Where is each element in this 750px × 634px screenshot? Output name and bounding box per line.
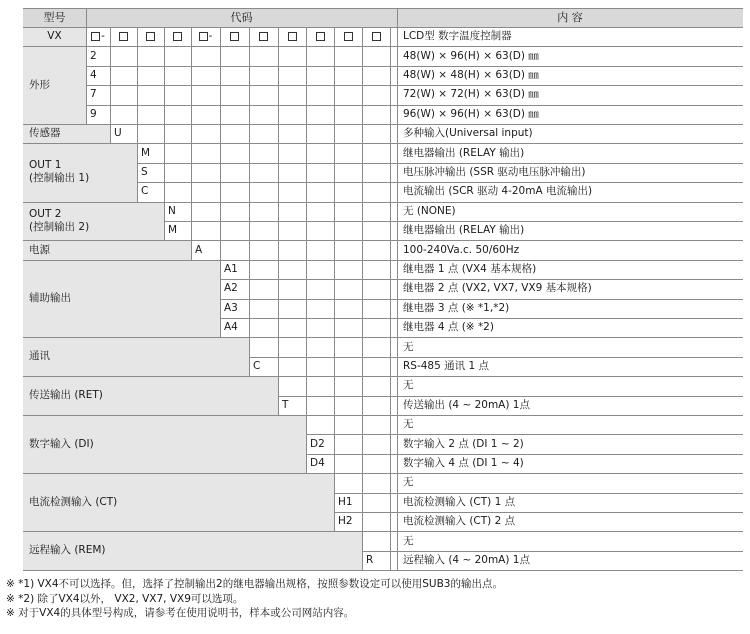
section-label-rem bbox=[23, 531, 362, 570]
code-box-cell bbox=[278, 27, 306, 46]
column-line bbox=[220, 143, 221, 201]
column-line bbox=[362, 337, 363, 376]
column-line bbox=[334, 202, 335, 241]
column-line bbox=[249, 337, 250, 376]
column-line bbox=[390, 531, 391, 570]
section-label-line: 传送输出 (RET) bbox=[29, 389, 103, 402]
code-box bbox=[91, 32, 100, 41]
code-di-0 bbox=[306, 415, 334, 434]
code-di-1: D2 bbox=[310, 437, 325, 450]
code-comm-1: C bbox=[253, 359, 261, 372]
code-box-cell bbox=[362, 27, 390, 46]
row-line bbox=[86, 85, 743, 86]
code-ret-1: T bbox=[282, 398, 289, 411]
section-line bbox=[23, 415, 743, 416]
column-line bbox=[306, 415, 307, 473]
section-label-sensor bbox=[23, 124, 110, 143]
content-ret-0: 无 bbox=[403, 379, 414, 392]
code-out1-0: M bbox=[141, 146, 151, 159]
section-label-comm bbox=[23, 337, 249, 376]
column-line bbox=[334, 337, 335, 376]
column-line bbox=[334, 240, 335, 259]
column-line bbox=[249, 27, 250, 46]
section-line bbox=[23, 143, 743, 144]
content-out1-1: 电压脉冲输出 (SSR 驱动电压脉冲输出) bbox=[403, 165, 586, 178]
column-line bbox=[137, 143, 138, 201]
code-box bbox=[119, 32, 128, 41]
code-aux-1: A2 bbox=[224, 282, 238, 295]
content-rem-1: 远程输入 (4 ~ 20mA) 1点 bbox=[403, 553, 530, 566]
column-line bbox=[164, 27, 165, 46]
code-comm-0 bbox=[249, 337, 278, 356]
content-aux-3: 继电器 4 点 (※ *2) bbox=[403, 321, 494, 334]
column-line bbox=[334, 143, 335, 201]
column-line bbox=[334, 473, 335, 531]
column-line bbox=[191, 46, 192, 124]
section-label-line: 辅助输出 bbox=[29, 292, 71, 305]
code-di-2: D4 bbox=[310, 456, 325, 469]
code-box bbox=[344, 32, 353, 41]
content-ct-2: 电流检测输入 (CT) 2 点 bbox=[403, 515, 516, 528]
section-line bbox=[23, 531, 743, 532]
row-line bbox=[23, 27, 743, 28]
column-line bbox=[334, 124, 335, 143]
row-line bbox=[220, 299, 743, 300]
content-sensor-0: 多种输入(Universal input) bbox=[403, 127, 533, 140]
column-line bbox=[390, 46, 391, 124]
row-line bbox=[306, 434, 743, 435]
section-label-di bbox=[23, 415, 306, 473]
section-label-line: 电流检测输入 (CT) bbox=[29, 495, 118, 508]
vx-content: LCD型 数字温度控制器 bbox=[403, 30, 512, 43]
header-model: 型号 bbox=[23, 8, 86, 27]
section-label-line: OUT 2 bbox=[29, 207, 62, 220]
code-box-cell bbox=[137, 27, 164, 46]
column-line bbox=[191, 202, 192, 241]
column-line bbox=[390, 337, 391, 376]
column-line bbox=[278, 46, 279, 124]
column-line bbox=[306, 337, 307, 376]
column-line bbox=[362, 46, 363, 124]
row-line bbox=[220, 279, 743, 280]
content-aux-0: 继电器 1 点 (VX4 基本规格) bbox=[403, 262, 537, 275]
section-label-line: 外形 bbox=[29, 78, 50, 91]
column-line bbox=[362, 124, 363, 143]
section-label-out2 bbox=[23, 202, 164, 241]
code-shape-0: 2 bbox=[90, 49, 97, 62]
column-line bbox=[220, 240, 221, 259]
column-line bbox=[249, 240, 250, 259]
section-line bbox=[23, 376, 743, 377]
content-aux-2: 继电器 3 点 (※ *1,*2) bbox=[403, 301, 510, 314]
code-box-cell bbox=[306, 27, 334, 46]
column-line bbox=[362, 415, 363, 473]
column-line bbox=[334, 376, 335, 415]
column-line bbox=[220, 27, 221, 46]
column-line bbox=[137, 27, 138, 46]
code-box-cell bbox=[334, 27, 362, 46]
content-di-1: 数字输入 2 点 (DI 1 ~ 2) bbox=[403, 437, 524, 450]
footnote: ※ *2) 除了VX4以外， VX2, VX7, VX9可以选项。 bbox=[6, 592, 244, 605]
code-box bbox=[316, 32, 325, 41]
column-line bbox=[249, 260, 250, 338]
row-line bbox=[137, 182, 743, 183]
section-line bbox=[23, 473, 743, 474]
section-label-line: 电源 bbox=[29, 243, 50, 256]
section-line bbox=[23, 202, 743, 203]
column-line bbox=[390, 473, 391, 531]
content-ct-0: 无 bbox=[403, 476, 414, 489]
column-line bbox=[191, 27, 192, 46]
column-line bbox=[220, 202, 221, 241]
column-line bbox=[220, 46, 221, 124]
column-line bbox=[334, 260, 335, 338]
code-shape-3: 9 bbox=[90, 107, 97, 120]
column-line bbox=[306, 376, 307, 415]
column-line bbox=[86, 8, 87, 46]
column-line bbox=[362, 240, 363, 259]
column-line bbox=[110, 27, 111, 46]
code-rem-0 bbox=[362, 531, 390, 550]
column-line bbox=[362, 473, 363, 531]
code-box bbox=[372, 32, 381, 41]
column-line bbox=[390, 240, 391, 259]
code-box-cell bbox=[110, 27, 137, 46]
column-line bbox=[334, 27, 335, 46]
column-line bbox=[306, 260, 307, 338]
row-line bbox=[164, 221, 743, 222]
section-line bbox=[23, 260, 743, 261]
column-line bbox=[362, 27, 363, 46]
code-sensor-0: U bbox=[114, 127, 122, 140]
content-shape-0: 48(W) × 96(H) × 63(D) ㎜ bbox=[403, 49, 539, 62]
column-line bbox=[110, 124, 111, 143]
code-box-cell bbox=[164, 27, 191, 46]
section-label-ret bbox=[23, 376, 278, 415]
content-comm-0: 无 bbox=[403, 340, 414, 353]
content-divider bbox=[397, 8, 398, 570]
table-top-line bbox=[23, 8, 743, 9]
code-box bbox=[259, 32, 268, 41]
section-line bbox=[23, 240, 743, 241]
content-comm-1: RS-485 通讯 1 点 bbox=[403, 359, 489, 372]
section-label-ct bbox=[23, 473, 334, 531]
content-shape-2: 72(W) × 72(H) × 63(D) ㎜ bbox=[403, 88, 539, 101]
column-line bbox=[362, 531, 363, 570]
code-box-cell bbox=[220, 27, 249, 46]
content-out2-1: 继电器输出 (RELAY 输出) bbox=[403, 224, 525, 237]
column-line bbox=[278, 124, 279, 143]
content-shape-1: 48(W) × 48(H) × 63(D) ㎜ bbox=[403, 68, 539, 81]
column-line bbox=[306, 27, 307, 46]
section-label-line: 传感器 bbox=[29, 127, 61, 140]
header-content: 内 容 bbox=[397, 8, 743, 27]
row-line bbox=[220, 318, 743, 319]
column-line bbox=[390, 124, 391, 143]
column-line bbox=[362, 143, 363, 201]
column-line bbox=[220, 260, 221, 338]
column-line bbox=[306, 124, 307, 143]
column-line bbox=[191, 124, 192, 143]
column-line bbox=[306, 202, 307, 241]
row-line bbox=[86, 66, 743, 67]
content-rem-0: 无 bbox=[403, 534, 414, 547]
column-line bbox=[249, 143, 250, 201]
header-code: 代码 bbox=[86, 8, 397, 27]
code-out1-1: S bbox=[141, 165, 148, 178]
column-line bbox=[362, 202, 363, 241]
code-box bbox=[230, 32, 239, 41]
section-label-shape bbox=[23, 46, 86, 124]
column-line bbox=[278, 143, 279, 201]
column-line bbox=[390, 27, 391, 46]
content-out1-2: 电流输出 (SCR 驱动 4-20mA 电流输出) bbox=[403, 185, 593, 198]
section-line bbox=[23, 337, 743, 338]
section-label-line: 通讯 bbox=[29, 350, 50, 363]
column-line bbox=[164, 143, 165, 201]
column-line bbox=[306, 240, 307, 259]
footnote: ※ 对于VX4的具体型号构成，请参考在使用说明书，样本或公司网站内容。 bbox=[6, 607, 355, 620]
code-aux-3: A4 bbox=[224, 321, 238, 334]
code-box-dash: - bbox=[208, 30, 213, 43]
column-line bbox=[191, 240, 192, 259]
column-line bbox=[137, 46, 138, 124]
content-ret-1: 传送输出 (4 ~ 20mA) 1点 bbox=[403, 398, 530, 411]
column-line bbox=[390, 415, 391, 473]
section-label-line: 远程输入 (REM) bbox=[29, 544, 106, 557]
column-line bbox=[306, 143, 307, 201]
column-line bbox=[164, 46, 165, 124]
column-line bbox=[220, 124, 221, 143]
code-ct-1: H1 bbox=[338, 495, 353, 508]
section-label-line: (控制输出 2) bbox=[29, 220, 90, 233]
code-box bbox=[146, 32, 155, 41]
column-line bbox=[390, 202, 391, 241]
row-line bbox=[306, 454, 743, 455]
column-line bbox=[164, 202, 165, 241]
code-out1-2: C bbox=[141, 185, 149, 198]
code-box bbox=[288, 32, 297, 41]
section-label-power bbox=[23, 240, 191, 259]
column-line bbox=[390, 260, 391, 338]
row-line bbox=[334, 493, 743, 494]
section-line bbox=[23, 124, 743, 125]
column-line bbox=[137, 124, 138, 143]
section-label-out1 bbox=[23, 143, 137, 201]
content-out1-0: 继电器输出 (RELAY 输出) bbox=[403, 146, 525, 159]
content-power-0: 100-240Va.c. 50/60Hz bbox=[403, 243, 520, 256]
code-rem-1: R bbox=[366, 553, 374, 566]
code-out2-0: N bbox=[168, 204, 176, 217]
table-bottom-line bbox=[23, 570, 743, 571]
column-line bbox=[390, 376, 391, 415]
column-line bbox=[110, 46, 111, 124]
section-label-aux bbox=[23, 260, 220, 338]
column-line bbox=[249, 202, 250, 241]
footnote: ※ *1) VX4不可以选择。但，选择了控制输出2的继电器输出规格，按照参数设定可以使用SUB3的输出点。 bbox=[6, 578, 503, 591]
code-aux-0: A1 bbox=[224, 262, 238, 275]
code-ct-2: H2 bbox=[338, 515, 353, 528]
column-line bbox=[278, 27, 279, 46]
section-line bbox=[23, 46, 743, 47]
column-line bbox=[249, 46, 250, 124]
column-line bbox=[164, 124, 165, 143]
code-aux-2: A3 bbox=[224, 301, 238, 314]
column-line bbox=[362, 260, 363, 338]
column-line bbox=[278, 240, 279, 259]
column-line bbox=[278, 260, 279, 338]
content-di-0: 无 bbox=[403, 418, 414, 431]
column-line bbox=[191, 143, 192, 201]
content-di-2: 数字输入 4 点 (DI 1 ~ 4) bbox=[403, 456, 524, 469]
column-line bbox=[278, 376, 279, 415]
vx-label: VX bbox=[23, 27, 86, 46]
column-line bbox=[306, 46, 307, 124]
column-line bbox=[334, 415, 335, 473]
column-line bbox=[249, 124, 250, 143]
content-out2-0: 无 (NONE) bbox=[403, 204, 456, 217]
column-line bbox=[278, 337, 279, 376]
row-line bbox=[334, 512, 743, 513]
content-ct-1: 电流检测输入 (CT) 1 点 bbox=[403, 495, 516, 508]
row-line bbox=[137, 163, 743, 164]
row-line bbox=[362, 551, 743, 552]
column-line bbox=[390, 143, 391, 201]
code-out2-1: M bbox=[168, 224, 178, 237]
code-box-cell bbox=[249, 27, 278, 46]
column-line bbox=[278, 202, 279, 241]
row-line bbox=[278, 396, 743, 397]
column-line bbox=[334, 46, 335, 124]
code-shape-1: 4 bbox=[90, 68, 97, 81]
code-ret-0 bbox=[278, 376, 306, 395]
section-label-line: OUT 1 bbox=[29, 159, 62, 172]
content-shape-3: 96(W) × 96(H) × 63(D) ㎜ bbox=[403, 107, 539, 120]
code-box bbox=[173, 32, 182, 41]
content-aux-1: 继电器 2 点 (VX2, VX7, VX9 基本规格) bbox=[403, 282, 592, 295]
section-label-line: 数字输入 (DI) bbox=[29, 437, 94, 450]
code-ct-0 bbox=[334, 473, 362, 492]
code-box-dash: - bbox=[101, 30, 105, 43]
code-box-cell bbox=[86, 27, 110, 46]
code-box bbox=[199, 32, 208, 41]
section-label-line: (控制输出 1) bbox=[29, 172, 90, 185]
column-line bbox=[362, 376, 363, 415]
row-line bbox=[249, 357, 743, 358]
row-line bbox=[86, 105, 743, 106]
code-power-0: A bbox=[195, 243, 203, 256]
column-line bbox=[86, 46, 87, 124]
code-box-cell bbox=[191, 27, 220, 46]
code-shape-2: 7 bbox=[90, 88, 97, 101]
